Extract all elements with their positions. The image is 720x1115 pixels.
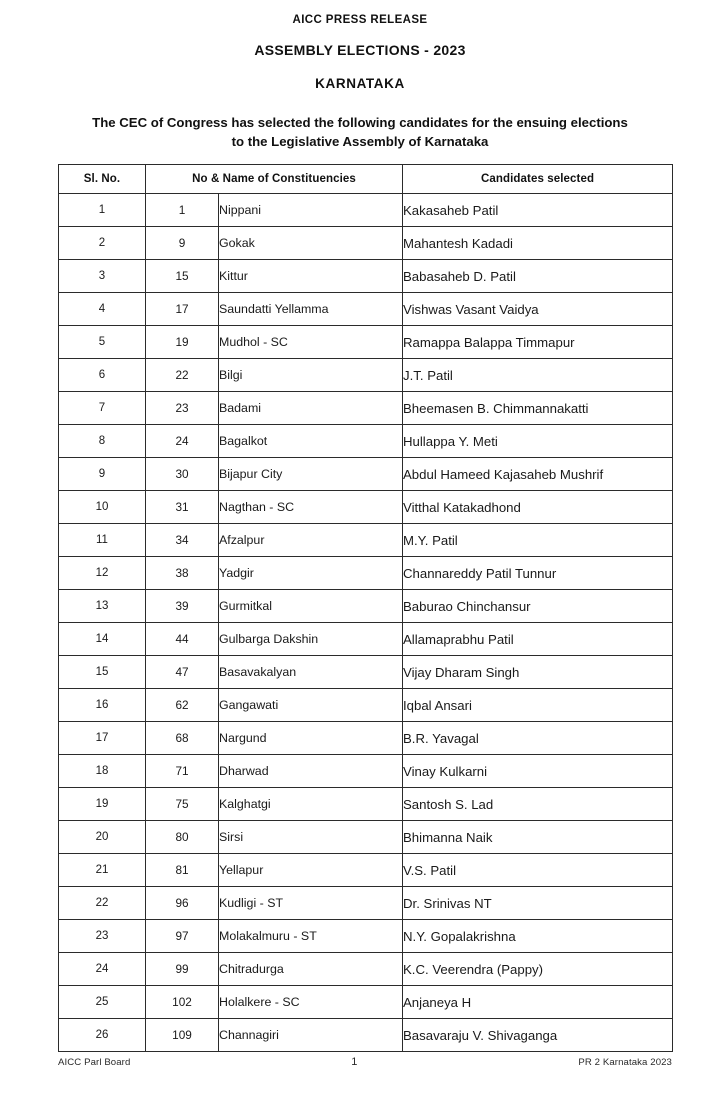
table-row bbox=[59, 260, 673, 293]
cell-serial-number: 3 bbox=[59, 260, 146, 293]
cell-constituency-no: 24 bbox=[146, 425, 219, 458]
cell-constituency-no: 99 bbox=[146, 953, 219, 986]
cell-serial-number: 7 bbox=[59, 392, 146, 425]
cell-constituency-no: 81 bbox=[146, 854, 219, 887]
cell-constituency-name: Nippani bbox=[219, 194, 403, 227]
table-row bbox=[59, 656, 673, 689]
cell-candidate-name: Vitthal Katakadhond bbox=[403, 491, 673, 524]
table-row bbox=[59, 359, 673, 392]
cell-candidate-name: Ramappa Balappa Timmapur bbox=[403, 326, 673, 359]
intro-paragraph bbox=[50, 113, 670, 151]
cell-serial-number: 9 bbox=[59, 458, 146, 491]
table-row bbox=[59, 425, 673, 458]
cell-constituency-no: 109 bbox=[146, 1019, 219, 1052]
cell-candidate-name: Channareddy Patil Tunnur bbox=[403, 557, 673, 590]
cell-serial-number: 1 bbox=[59, 194, 146, 227]
table-row bbox=[59, 821, 673, 854]
cell-constituency-name: Basavakalyan bbox=[219, 656, 403, 689]
cell-serial-number: 5 bbox=[59, 326, 146, 359]
column-header-candidates: Candidates selected bbox=[403, 165, 673, 194]
cell-serial-number: 26 bbox=[59, 1019, 146, 1052]
cell-candidate-name: Anjaneya H bbox=[403, 986, 673, 1019]
cell-serial-number: 2 bbox=[59, 227, 146, 260]
cell-candidate-name: K.C. Veerendra (Pappy) bbox=[403, 953, 673, 986]
cell-serial-number: 14 bbox=[59, 623, 146, 656]
cell-candidate-name: J.T. Patil bbox=[403, 359, 673, 392]
cell-candidate-name: N.Y. Gopalakrishna bbox=[403, 920, 673, 953]
cell-constituency-no: 38 bbox=[146, 557, 219, 590]
cell-serial-number: 6 bbox=[59, 359, 146, 392]
footer-left-text: AICC Parl Board bbox=[58, 1057, 131, 1068]
cell-constituency-name: Gurmitkal bbox=[219, 590, 403, 623]
cell-constituency-no: 19 bbox=[146, 326, 219, 359]
cell-candidate-name: M.Y. Patil bbox=[403, 524, 673, 557]
cell-serial-number: 25 bbox=[59, 986, 146, 1019]
table-row bbox=[59, 227, 673, 260]
cell-constituency-no: 17 bbox=[146, 293, 219, 326]
cell-candidate-name: Babasaheb D. Patil bbox=[403, 260, 673, 293]
cell-serial-number: 24 bbox=[59, 953, 146, 986]
column-header-sl-no: Sl. No. bbox=[59, 165, 146, 194]
cell-constituency-name: Kittur bbox=[219, 260, 403, 293]
table-row bbox=[59, 887, 673, 920]
cell-constituency-name: Gokak bbox=[219, 227, 403, 260]
cell-constituency-name: Sirsi bbox=[219, 821, 403, 854]
table-row bbox=[59, 392, 673, 425]
table-row bbox=[59, 722, 673, 755]
cell-candidate-name: Santosh S. Lad bbox=[403, 788, 673, 821]
cell-constituency-name: Kudligi - ST bbox=[219, 887, 403, 920]
cell-constituency-name: Bijapur City bbox=[219, 458, 403, 491]
cell-constituency-name: Nargund bbox=[219, 722, 403, 755]
cell-constituency-no: 15 bbox=[146, 260, 219, 293]
document-header bbox=[0, 0, 720, 151]
cell-candidate-name: B.R. Yavagal bbox=[403, 722, 673, 755]
cell-candidate-name: Dr. Srinivas NT bbox=[403, 887, 673, 920]
footer-page-number: 1 bbox=[351, 1056, 358, 1068]
cell-serial-number: 8 bbox=[59, 425, 146, 458]
cell-constituency-no: 68 bbox=[146, 722, 219, 755]
table-row bbox=[59, 953, 673, 986]
cell-candidate-name: V.S. Patil bbox=[403, 854, 673, 887]
table-body bbox=[59, 194, 673, 1052]
cell-constituency-name: Afzalpur bbox=[219, 524, 403, 557]
cell-candidate-name: Hullappa Y. Meti bbox=[403, 425, 673, 458]
cell-constituency-no: 102 bbox=[146, 986, 219, 1019]
cell-constituency-name: Holalkere - SC bbox=[219, 986, 403, 1019]
document-footer bbox=[58, 1056, 672, 1068]
table-row bbox=[59, 293, 673, 326]
table-row bbox=[59, 986, 673, 1019]
cell-candidate-name: Mahantesh Kadadi bbox=[403, 227, 673, 260]
cell-candidate-name: Bhimanna Naik bbox=[403, 821, 673, 854]
cell-serial-number: 18 bbox=[59, 755, 146, 788]
table-header-row bbox=[59, 165, 673, 194]
cell-constituency-name: Dharwad bbox=[219, 755, 403, 788]
cell-serial-number: 10 bbox=[59, 491, 146, 524]
cell-constituency-name: Mudhol - SC bbox=[219, 326, 403, 359]
cell-constituency-name: Saundatti Yellamma bbox=[219, 293, 403, 326]
cell-constituency-no: 75 bbox=[146, 788, 219, 821]
footer-right-text: PR 2 Karnataka 2023 bbox=[578, 1057, 672, 1068]
table-row bbox=[59, 854, 673, 887]
table-row bbox=[59, 458, 673, 491]
candidates-table bbox=[58, 164, 673, 1052]
table-row bbox=[59, 623, 673, 656]
cell-serial-number: 12 bbox=[59, 557, 146, 590]
cell-constituency-name: Bagalkot bbox=[219, 425, 403, 458]
cell-serial-number: 23 bbox=[59, 920, 146, 953]
intro-line-2: to the Legislative Assembly of Karnataka bbox=[231, 134, 489, 150]
cell-constituency-name: Nagthan - SC bbox=[219, 491, 403, 524]
cell-candidate-name: Iqbal Ansari bbox=[403, 689, 673, 722]
cell-serial-number: 22 bbox=[59, 887, 146, 920]
cell-constituency-no: 1 bbox=[146, 194, 219, 227]
state-name: KARNATAKA bbox=[315, 76, 405, 91]
election-title: ASSEMBLY ELECTIONS - 2023 bbox=[254, 42, 466, 58]
cell-candidate-name: Vishwas Vasant Vaidya bbox=[403, 293, 673, 326]
table-row bbox=[59, 788, 673, 821]
table-row bbox=[59, 1019, 673, 1052]
cell-serial-number: 21 bbox=[59, 854, 146, 887]
table-row bbox=[59, 524, 673, 557]
table-row bbox=[59, 755, 673, 788]
candidates-table-container bbox=[58, 164, 672, 1052]
cell-candidate-name: Abdul Hameed Kajasaheb Mushrif bbox=[403, 458, 673, 491]
cell-serial-number: 13 bbox=[59, 590, 146, 623]
intro-line-1: The CEC of Congress has selected the following candidates for the ensuing elections bbox=[92, 115, 628, 130]
table-row bbox=[59, 326, 673, 359]
cell-constituency-no: 30 bbox=[146, 458, 219, 491]
cell-constituency-name: Gangawati bbox=[219, 689, 403, 722]
table-row bbox=[59, 689, 673, 722]
cell-constituency-no: 44 bbox=[146, 623, 219, 656]
cell-constituency-no: 47 bbox=[146, 656, 219, 689]
cell-candidate-name: Basavaraju V. Shivaganga bbox=[403, 1019, 673, 1052]
table-row bbox=[59, 920, 673, 953]
cell-constituency-no: 9 bbox=[146, 227, 219, 260]
cell-constituency-name: Yellapur bbox=[219, 854, 403, 887]
cell-serial-number: 19 bbox=[59, 788, 146, 821]
cell-serial-number: 11 bbox=[59, 524, 146, 557]
cell-constituency-name: Gulbarga Dakshin bbox=[219, 623, 403, 656]
cell-candidate-name: Kakasaheb Patil bbox=[403, 194, 673, 227]
table-header bbox=[59, 165, 673, 194]
cell-constituency-no: 34 bbox=[146, 524, 219, 557]
cell-constituency-name: Channagiri bbox=[219, 1019, 403, 1052]
cell-candidate-name: Allamaprabhu Patil bbox=[403, 623, 673, 656]
press-release-label: AICC PRESS RELEASE bbox=[292, 14, 428, 26]
cell-serial-number: 16 bbox=[59, 689, 146, 722]
cell-constituency-no: 22 bbox=[146, 359, 219, 392]
cell-serial-number: 15 bbox=[59, 656, 146, 689]
cell-constituency-name: Chitradurga bbox=[219, 953, 403, 986]
cell-constituency-no: 39 bbox=[146, 590, 219, 623]
cell-serial-number: 4 bbox=[59, 293, 146, 326]
cell-constituency-name: Yadgir bbox=[219, 557, 403, 590]
cell-constituency-no: 97 bbox=[146, 920, 219, 953]
cell-serial-number: 17 bbox=[59, 722, 146, 755]
cell-constituency-no: 23 bbox=[146, 392, 219, 425]
cell-constituency-no: 71 bbox=[146, 755, 219, 788]
table-row bbox=[59, 194, 673, 227]
cell-constituency-name: Bilgi bbox=[219, 359, 403, 392]
cell-constituency-name: Molakalmuru - ST bbox=[219, 920, 403, 953]
cell-constituency-no: 96 bbox=[146, 887, 219, 920]
cell-candidate-name: Vinay Kulkarni bbox=[403, 755, 673, 788]
cell-candidate-name: Bheemasen B. Chimmannakatti bbox=[403, 392, 673, 425]
column-header-constituencies: No & Name of Constituencies bbox=[146, 165, 403, 194]
cell-constituency-no: 62 bbox=[146, 689, 219, 722]
cell-candidate-name: Vijay Dharam Singh bbox=[403, 656, 673, 689]
cell-serial-number: 20 bbox=[59, 821, 146, 854]
cell-candidate-name: Baburao Chinchansur bbox=[403, 590, 673, 623]
table-row bbox=[59, 557, 673, 590]
cell-constituency-name: Badami bbox=[219, 392, 403, 425]
cell-constituency-name: Kalghatgi bbox=[219, 788, 403, 821]
cell-constituency-no: 31 bbox=[146, 491, 219, 524]
table-row bbox=[59, 491, 673, 524]
table-row bbox=[59, 590, 673, 623]
cell-constituency-no: 80 bbox=[146, 821, 219, 854]
